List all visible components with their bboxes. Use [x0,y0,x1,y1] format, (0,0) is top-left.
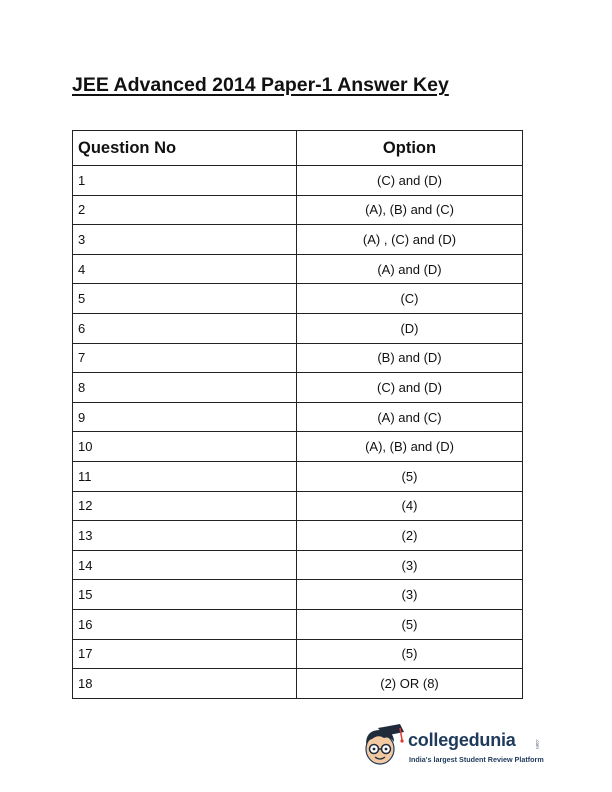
brand-tld: .com [535,739,540,749]
question-number: 1 [73,166,297,196]
collegedunia-logo [360,722,550,772]
answer-option: (5) [297,461,523,491]
table-row [73,225,523,255]
question-number: 4 [73,254,297,284]
question-number: 5 [73,284,297,314]
table-row [73,521,523,551]
table-row [73,609,523,639]
table-row [73,284,523,314]
answer-option: (D) [297,313,523,343]
answer-option: (3) [297,580,523,610]
header-option: Option [297,131,523,166]
answer-option: (A) and (D) [297,254,523,284]
question-number: 8 [73,373,297,403]
answer-option: (C) and (D) [297,373,523,403]
question-number: 7 [73,343,297,373]
student-mascot-icon [360,722,404,770]
answer-option: (C) and (D) [297,166,523,196]
answer-option: (B) and (D) [297,343,523,373]
table-row [73,373,523,403]
header-question-no: Question No [73,131,297,166]
table-row [73,639,523,669]
answer-option: (5) [297,639,523,669]
answer-key-table [72,130,523,699]
table-header-row [73,131,523,166]
question-number: 17 [73,639,297,669]
answer-option: (A), (B) and (C) [297,195,523,225]
answer-option: (A) and (C) [297,402,523,432]
table-row [73,343,523,373]
page-title: JEE Advanced 2014 Paper-1 Answer Key [72,74,449,96]
question-number: 16 [73,609,297,639]
question-number: 2 [73,195,297,225]
question-number: 9 [73,402,297,432]
answer-option: (2) [297,521,523,551]
table-row [73,550,523,580]
answer-option: (C) [297,284,523,314]
answer-option: (5) [297,609,523,639]
question-number: 3 [73,225,297,255]
table-row [73,254,523,284]
table-row [73,432,523,462]
answer-option: (A), (B) and (D) [297,432,523,462]
table-row [73,166,523,196]
question-number: 15 [73,580,297,610]
brand-tagline: India's largest Student Review Platform [409,755,544,764]
question-number: 11 [73,461,297,491]
question-number: 18 [73,669,297,699]
answer-option: (A) , (C) and (D) [297,225,523,255]
question-number: 6 [73,313,297,343]
question-number: 14 [73,550,297,580]
question-number: 13 [73,521,297,551]
answer-option: (2) OR (8) [297,669,523,699]
question-number: 10 [73,432,297,462]
brand-name: collegedunia [408,730,516,750]
answer-option: (3) [297,550,523,580]
question-number: 12 [73,491,297,521]
table-row [73,669,523,699]
answer-option: (4) [297,491,523,521]
table-row [73,461,523,491]
table-row [73,580,523,610]
table-row [73,195,523,225]
table-row [73,402,523,432]
table-row [73,491,523,521]
table-row [73,313,523,343]
